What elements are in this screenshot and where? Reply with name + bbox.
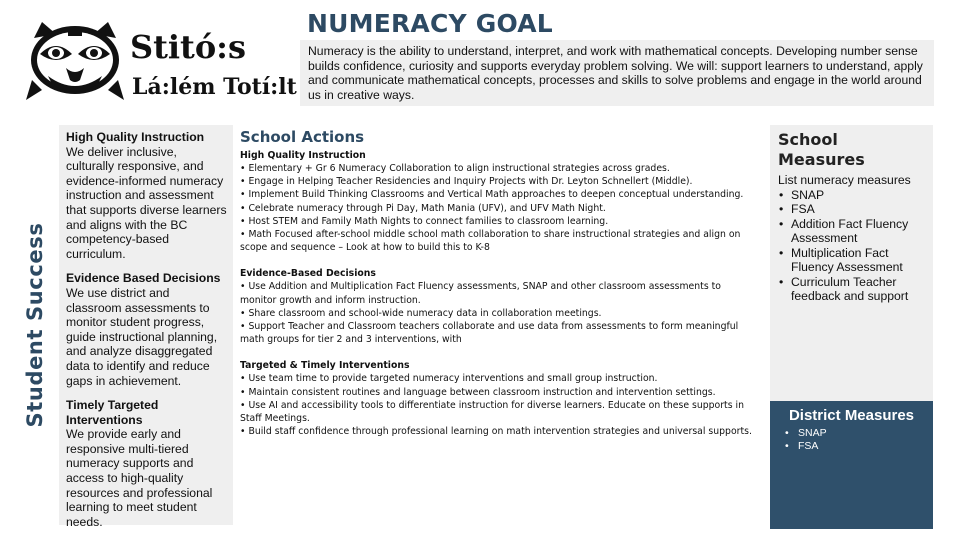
student-success-text: Student Success — [23, 222, 47, 428]
action-item: • Engage in Helping Teacher Residencies and Inquiry Projects with Dr. Leyton Schnellert (Middle). — [240, 176, 693, 188]
school-actions — [240, 128, 760, 451]
action-group — [240, 267, 760, 346]
district-measures-list — [778, 427, 925, 453]
success-section — [66, 271, 227, 388]
action-group — [240, 359, 760, 438]
action-item: • Share classroom and school-wide numeracy data in collaboration meetings. — [240, 307, 602, 319]
measure-item: • Curriculum Teacher feedback and support — [778, 275, 925, 304]
success-section — [66, 398, 227, 529]
district-measure-item: • SNAP — [778, 427, 925, 440]
section-heading: High Quality Instruction — [66, 130, 205, 144]
goal-description: Numeracy is the ability to understand, interpret, and work with mathematical concepts. Developing number sense builds confidence, curiosity and supports everyday problem solving. We will: support learners to understand, apply and communicate mathematical concepts, processes and skills to solve problems and engage in the world around us in creative ways. — [300, 40, 934, 106]
school-measures-panel — [770, 125, 933, 401]
school-logo — [22, 18, 297, 104]
school-actions-title: School Actions — [240, 128, 365, 146]
action-item: • Use team time to provide targeted numeracy interventions and small group instruction. — [240, 373, 658, 385]
school-measures-list — [778, 188, 925, 304]
action-item: • Celebrate numeracy through Pi Day, Math Mania (UFV), and UFV Math Night. — [240, 202, 606, 214]
action-item: • Build staff confidence through professional learning on math intervention strategies and universal supports. — [240, 426, 752, 438]
section-body: We use district and classroom assessments to monitor student progress, guide instructional planning, and analyze disaggregated data to identify and reduce gaps in achievement. — [66, 285, 218, 388]
action-group-heading: Evidence-Based Decisions — [240, 268, 376, 280]
action-item: • Use Addition and Multiplication Fact Fluency assessments, SNAP and other classroom assessments to monitor growth and inform instruction. — [240, 281, 721, 306]
action-item: • Math Focused after-school middle school math collaboration to share instructional strategies and align on scope and sequence – Look at how to build this to K-8 — [240, 229, 741, 254]
section-heading: Timely Targeted Interventions — [66, 398, 159, 427]
district-measures-panel — [770, 401, 933, 529]
action-item: • Use AI and accessibility tools to differentiate instruction for diverse learners. Educate on these supports in Staff Meetings. — [240, 399, 744, 425]
action-item: • Elementary + Gr 6 Numeracy Collaboration to align instructional strategies across grades. — [240, 163, 670, 174]
action-group-heading: High Quality Instruction — [240, 150, 366, 161]
student-success-label — [18, 125, 52, 525]
measure-item: • Multiplication Fact Fluency Assessment — [778, 246, 925, 275]
district-measures-title: District Measures — [788, 407, 915, 424]
school-measures-title: School Measures — [778, 130, 865, 169]
success-section — [66, 130, 227, 261]
logo-text-line2: Lá:lém Totí:lt — [132, 74, 297, 100]
action-item: • Maintain consistent routines and language between classroom instruction and intervention settings. — [240, 386, 716, 398]
goal-title: NUMERACY GOAL — [307, 9, 553, 38]
section-body: We provide early and responsive multi-tiered numeracy supports and access to high-quality resources and professional learning to meet student needs. — [66, 427, 213, 529]
raccoon-emblem-icon — [22, 18, 297, 104]
logo-text-line1: Stitó:s — [130, 28, 246, 66]
action-item: • Implement Build Thinking Classrooms and Vertical Math approaches to deepen conceptual understanding. — [240, 189, 744, 201]
section-heading: Evidence Based Decisions — [66, 271, 221, 286]
measure-item: • FSA — [778, 202, 925, 217]
action-group — [240, 149, 760, 254]
school-measures-intro: List numeracy measures — [778, 173, 911, 187]
measure-item: • Addition Fact Fluency Assessment — [778, 217, 925, 246]
measure-item: • SNAP — [778, 188, 925, 203]
action-item: • Host STEM and Family Math Nights to connect families to classroom learning. — [240, 215, 609, 227]
section-body: We deliver inclusive, culturally responsive, and evidence-informed numeracy instruction and assessment that supports diverse learners and aligns with the BC competency-based curriculum. — [66, 144, 227, 261]
action-group-heading: Targeted & Timely Interventions — [240, 360, 410, 372]
action-item: • Support Teacher and Classroom teachers collaborate and use data from assessments to form meaningful math groups for tier 2 and 3 interventions, with — [240, 321, 739, 346]
district-measure-item: • FSA — [778, 440, 925, 453]
student-success-panel — [59, 125, 233, 529]
